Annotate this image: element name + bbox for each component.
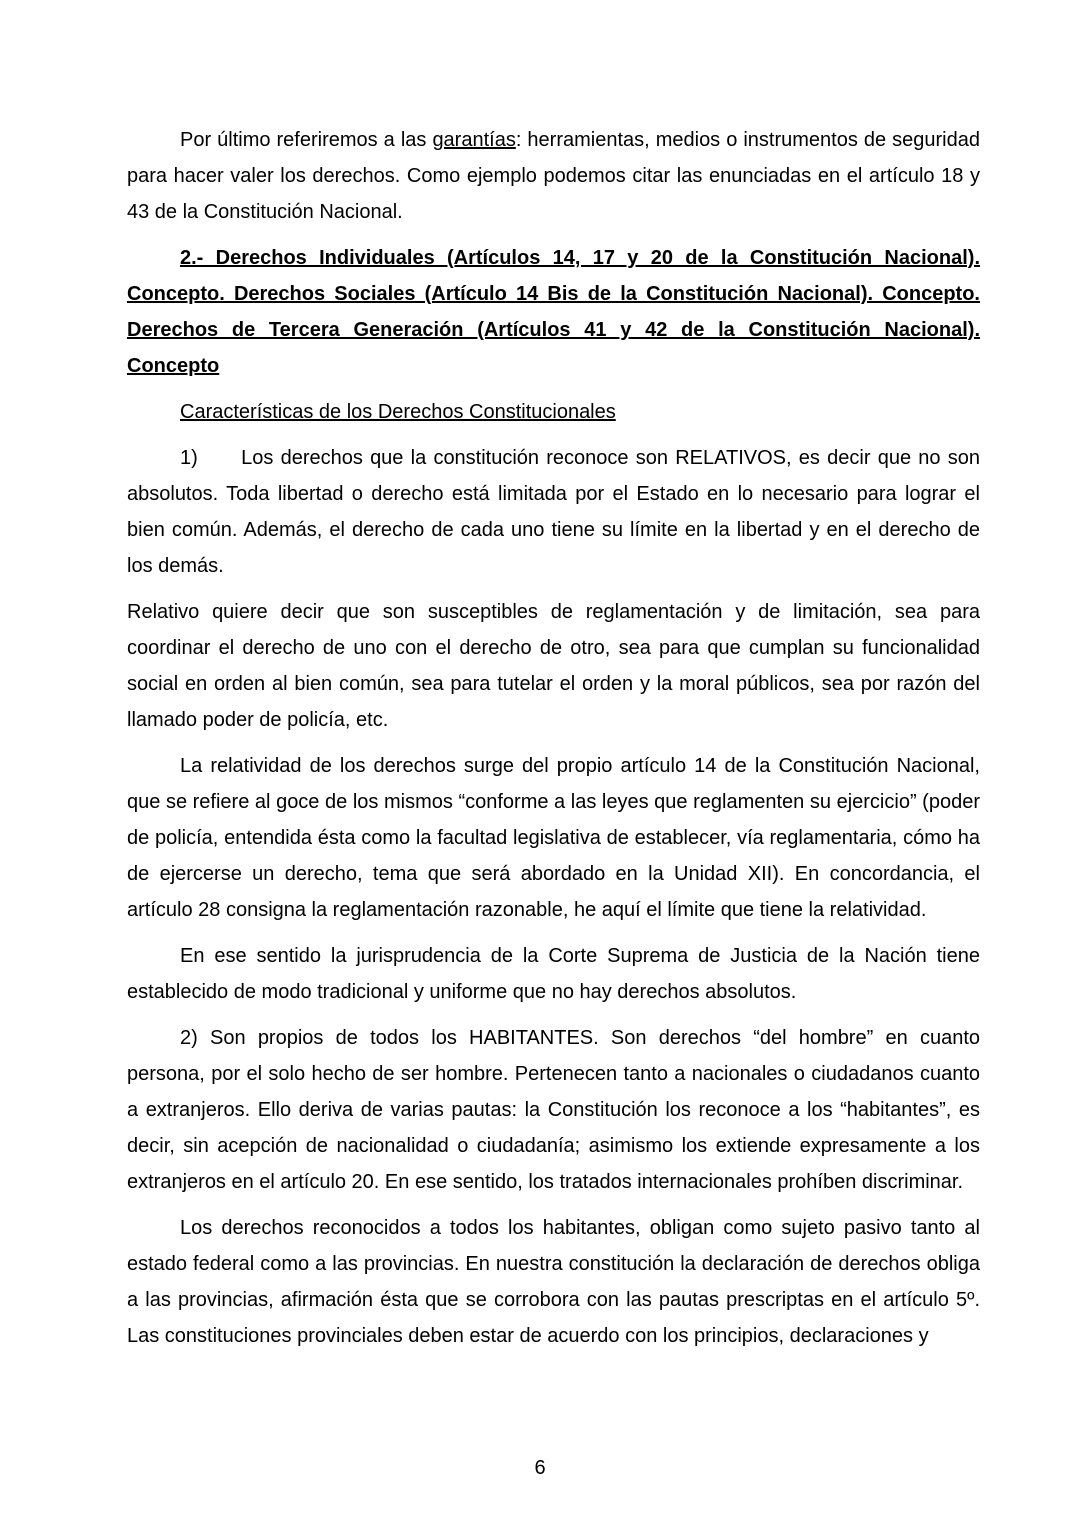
- page-number: 6: [534, 1457, 546, 1479]
- garantias-underlined-term: garantías: [432, 129, 516, 151]
- paragraph-relatividad-fuente: La relatividad de los derechos surge del propio artículo 14 de la Constitución Nacional, que se refiere al goce de los mismos “conforme a las leyes que reglamenten su ejercicio” (poder de policía, entendida ésta como la facultad legislativa de establecer, vía reglamentaria, cómo ha de ejercerse un derecho, tema que será abordado en la Unidad XII). En concordancia, el artículo 28 consigna la reglamentación razonable, he aquí el límite que tiene la relatividad.: [127, 755, 980, 921]
- paragraph-relativos: 1) Los derechos que la constitución reconoce son RELATIVOS, es decir que no son absolutos. Toda libertad o derecho está limitada por el Estado en lo necesario para lograr el bien común. Además, el derecho de cada uno tiene su límite en la libertad y en el derecho de los demás.: [127, 447, 980, 577]
- paragraph-text-pre: Por último referiremos a las: [180, 129, 433, 151]
- section-heading: 2.- Derechos Individuales (Artículos 14, 17 y 20 de la Constitución Nacional). Concepto. Derechos Sociales (Artículo 14 Bis de la Constitución Nacional). Concepto. Derechos de Tercera Generación (Artículos 41 y 42 de la Constitución Nacional). Concepto: [127, 247, 980, 377]
- paragraph-provincias: Los derechos reconocidos a todos los habitantes, obligan como sujeto pasivo tanto al estado federal como a las provincias. En nuestra constitución la declaración de derechos obliga a las provincias, afirmación ésta que se corrobora con las pautas prescriptas en el artículo 5º. Las constituciones provinciales deben estar de acuerdo con los principios, declaraciones y: [127, 1217, 980, 1347]
- paragraph-jurisprudencia: En ese sentido la jurisprudencia de la Corte Suprema de Justicia de la Nación tiene establecido de modo tradicional y uniforme que no hay derechos absolutos.: [127, 945, 980, 1003]
- paragraph-text-post: : herramientas, medios o instrumentos de seguridad para hacer valer los derechos. Como ejemplo podemos citar las enunciadas en el artículo 18 y 43 de la Constitución Nacional.: [127, 129, 980, 223]
- paragraph-habitantes: 2) Son propios de todos los HABITANTES. Son derechos “del hombre” en cuanto persona, por el solo hecho de ser hombre. Pertenecen tanto a nacionales o ciudadanos cuanto a extranjeros. Ello deriva de varias pautas: la Constitución los reconoce a los “habitantes”, es decir, sin acepción de nacionalidad o ciudadanía; asimismo los extiende expresamente a los extranjeros en el artículo 20. En ese sentido, los tratados internacionales prohíben discriminar.: [127, 1027, 980, 1193]
- subheading-caracteristicas: Características de los Derechos Constitucionales: [180, 401, 616, 423]
- paragraph-relativo-significado: Relativo quiere decir que son susceptibles de reglamentación y de limitación, sea para coordinar el derecho de uno con el derecho de otro, sea para que cumplan su funcionalidad social en orden al bien común, sea para tutelar el orden y la moral públicos, sea por razón del llamado poder de policía, etc.: [127, 601, 980, 731]
- paragraph-garantias: [127, 122, 980, 230]
